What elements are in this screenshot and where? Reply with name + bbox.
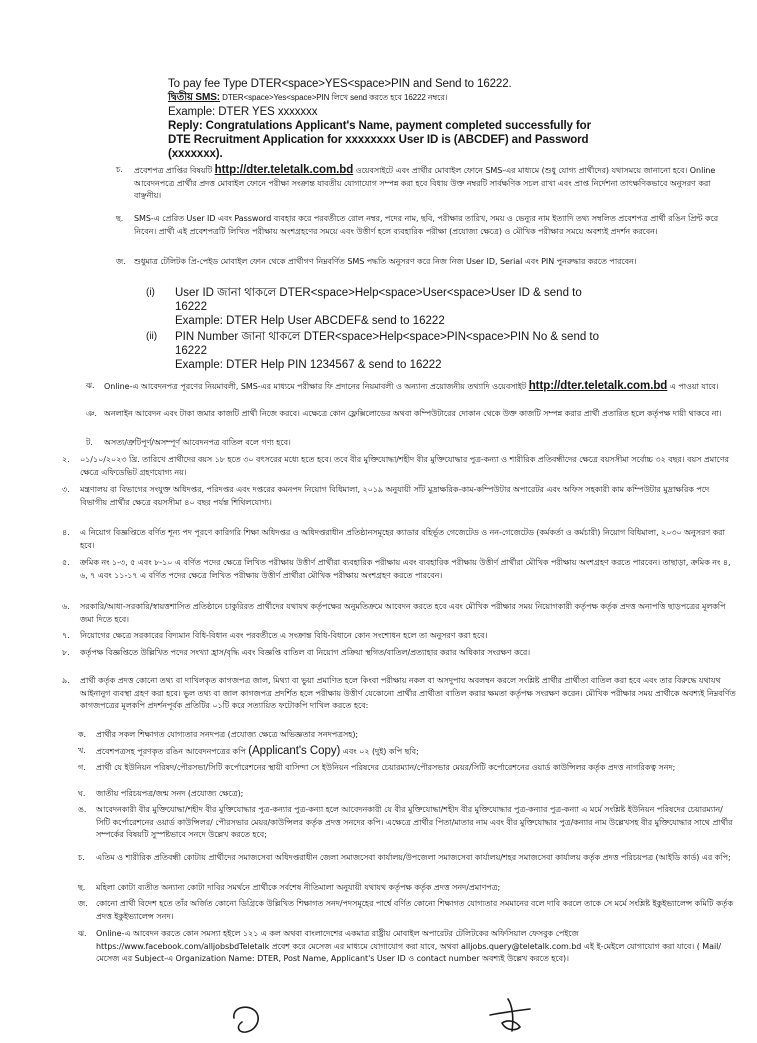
doc-text: প্রার্থী যে ইউনিয়ন পরিষদ/পৌরসভা/সিটি কর্পোরেশনের স্থায়ী বাসিন্দা সে ইউনিয়ন পরিষদের চেয়ারম্যান/পৌরসভার মেয়র/সিটি কর্পোরেশনের ওয়ার্ড কাউন্সিলর কর্তৃক প্রদত্ত নাগরিকত্ব সনদ; — [96, 763, 676, 772]
item-text-pre: প্রবেশপত্র প্রাপ্তির বিষয়টি — [134, 166, 215, 175]
clause-num: ৪. — [62, 528, 70, 537]
doc-text: আবেদনকারী বীর মুক্তিযোদ্ধা/শহীদ বীর মুক্তিযোদ্ধার পুত্র-কন্যার পুত্র-কন্যা হলে আবেদনকারী যে বীর মুক্তিযোদ্ধা/শহীদ বীর মুক্তিযোদ্ধার পুত্র-কন্যার পুত্র-কন্যা এ মর্মে সংশ্লিষ্ট ইউনিয়ন পরিষদের চেয়ারম্যান/সিটি কর্পোরেশনের ওয়ার্ড কাউন্সিলর/ পৌরসভার মেয়র/কাউন্সিলর কর্তৃক প্রদত্ত সনদের কপি। এক্ষেত্রে প্রার্থীর পিতা/মাতার নাম এবং বীর মুক্তিযোদ্ধার পুত্র/কন্যার নাম উল্লেখসহ বীর মুক্তিযোদ্ধার সাথে প্রার্থীর সম্পর্কের বিষয়টি সুস্পষ্টভাবে সনদে উল্লেখ করতে হবে; — [96, 805, 733, 840]
doc-label: ঙ. — [78, 805, 87, 814]
item-jha — [86, 380, 736, 394]
clause-9 — [62, 675, 736, 713]
helpline-note — [78, 928, 736, 966]
item-label: চ. — [116, 165, 123, 174]
doc-text: প্রার্থীর সকল শিক্ষাগত যোগ্যতার সনদপত্র (প্রযোজ্য ক্ষেত্রে অভিজ্ঞতার সনদপত্রসহ); — [96, 730, 359, 739]
clause-text: মন্ত্রণালয় বা বিভাগের সংযুক্ত অধিদপ্তর, পরিদপ্তর এবং দপ্তরের কমনপদ নিয়োগ বিধিমালা, ২০১৯ অনুযায়ী সাঁট মুদ্রাক্ষরিক-কাম-কম্পিউটার অপারেটর এবং অফিস সহকারী কাম কম্পিউটার মুদ্রাক্ষরিক পদে বিভাগীয় প্রার্থীর ক্ষেত্রে বয়সসীমা ৪০ বছর পর্যন্ত শিথিলযোগ্য। — [80, 485, 710, 507]
doc-label: ক. — [78, 730, 87, 739]
clause-text: নিয়োগের ক্ষেত্রে সরকারের বিদ্যমান বিধি-বিধান এবং পরবর্তীতে এ সংক্রান্ত বিধি-বিধানে কোন সংশোধন হলে তা অনুসরণ করা হবে। — [80, 631, 488, 640]
clause-7 — [62, 630, 736, 643]
item-text: অনলাইন আবেদন এবং টাকা জমার কাজটি প্রার্থী নিজে করবে। এক্ষেত্রে কোন ফ্লেক্সিলোডের অথবা কম্পিউটারের দোকান থেকে উক্ত কাজটি সম্পন্ন করার প্রার্থী প্রতারিত হলে কর্তৃপক্ষ দায়ী থাকবে না। — [104, 409, 722, 418]
doc-text: জাতীয় পরিচয়পত্র/জন্ম সনদ (প্রযোজ্য ক্ষেত্রে); — [96, 789, 244, 798]
recovery-cmd: User ID জানা থাকলে DTER<space>Help<space>User<space>User ID & send to — [175, 287, 582, 299]
item-label: ঝ. — [86, 381, 95, 390]
recovery-example: Example: DTER Help User ABCDEF& send to 16222 — [175, 315, 445, 327]
doc-label: চ. — [78, 853, 85, 862]
doc-ga — [78, 762, 736, 775]
clause-num: ৩. — [62, 485, 70, 494]
item-text-post: এ পাওয়া যাবে। — [667, 382, 719, 391]
recovery-num: (ii) — [146, 331, 158, 342]
recovery-num: (i) — [146, 287, 155, 298]
website-link[interactable]: http://dter.teletalk.com.bd — [528, 380, 668, 392]
applicant-copy-text: (Applicant's Copy) — [248, 745, 341, 757]
clause-text: ০১/১০/২০২৩ খ্রি. তারিখে প্রার্থীদের বয়স ১৮ হতে ৩০ বৎসরের মধ্যে হতে হবে। তবে বীর মুক্তিযোদ্ধা/শহীদ বীর মুক্তিযোদ্ধার পুত্র-কন্যা ও শারীরিক প্রতিবন্ধীদের ক্ষেত্রে বয়সসীমা সর্বোচ্চ ৩২ বছর। বয়স প্রমাণের ক্ষেত্রে এফিডেভিট গ্রহণযোগ্য নয়। — [80, 455, 729, 477]
reply-line-1: Reply: Congratulations Applicant's Name, payment completed successfully for — [168, 120, 591, 132]
clause-2 — [62, 454, 736, 479]
item-ta — [86, 437, 736, 450]
item-text: SMS-এ প্রেরিত User ID এবং Password ব্যবহার করে পরবর্তীতে রোল নম্বর, পদের নাম, ছবি, পরীক্ষার তারিখ, সময় ও ভেন্যুর নাম ইত্যাদি তথ্য সম্বলিত প্রবেশপত্র প্রার্থী রঙিন প্রিন্ট করে নিবেন। প্রার্থী এই প্রবেশপত্রটি লিখিত পরীক্ষায় অংশগ্রহণের সময়ে এবং উত্তীর্ণ হলে ব্যবহারিক পরীক্ষা (প্রযোজ্য ক্ষেত্রে) ও মৌখিক পরীক্ষার সময়ে অবশ্যই প্রদর্শন করবেন। — [134, 214, 719, 236]
doc-text-pre: প্রবেশপত্রসহ পূরণকৃত রঙিন আবেদনপত্রের কপি — [96, 747, 249, 756]
doc-label: খ. — [78, 746, 86, 755]
second-sms-text: DTER<space>Yes<space>PIN লিখে send করতে হবে 16222 নম্বরে। — [220, 93, 448, 102]
doc-cha — [78, 852, 736, 865]
clause-4 — [62, 527, 736, 552]
item-chha — [116, 213, 734, 238]
item-nya — [86, 408, 736, 421]
item-text: শুধুমাত্র টেলিটক প্রি-পেইড মোবাইল ফোন থেকে প্রার্থীগণ নিম্নবর্ণিত SMS পদ্ধতি অনুসরণ করে নিজ নিজ User ID, Serial এবং PIN পুনরুদ্ধার করতে পারবেন। — [134, 257, 637, 266]
clause-text: ক্রমিক নং ১-৩, ৫ এবং ৮-১০ এ বর্ণিত পদের ক্ষেত্রে লিখিত পরীক্ষায় উত্তীর্ণ প্রার্থীরা ব্যবহারিক পরীক্ষায় এবং ব্যবহারিক পরীক্ষায় উত্তীর্ণ প্রার্থীরা মৌখিক পরীক্ষায় অংশগ্রহণ করতে পারবেন। তাছাড়া, ক্রমিক নং ৪, ৬, ৭ এবং ১১-১৭ এ বর্ণিত পদের ক্ষেত্রে লিখিত পরীক্ষায় উত্তীর্ণ প্রার্থীরা মৌখিক পরীক্ষায় অংশগ্রহণ করতে পারবেন। — [80, 558, 731, 580]
helpline-text: Online-এ আবেদন করতে কোন সমস্যা হইলে ১২১ এ কল অথবা বাংলাদেশের একমাত্র রাষ্ট্রীয় মোবাইল অপারেটর টেলিটকের অফিসিয়াল ফেসবুক পেইজে https://www.facebook.com/alljobsbdTeletalk প্রবেশ করে মেসেজ এর মাধ্যমে যোগাযোগ করা যাবে, অথবা alljobs.query@teletalk.com.bd এই ই-মেইলে যোগাযোগ করা যাবে। ( Mail/মেসেজ এর Subject-এ Organization Name: DTER, Post Name, Applicant's User ID ও contact number অবশ্যই উল্লেখ করতে হবে)। — [96, 929, 721, 964]
item-label: ট. — [86, 438, 93, 447]
doc-text: মহিলা কোটা ব্যতীত অন্যান্য কোটা দাবির সমর্থনে প্রার্থীকে সর্বশেষ নীতিমালা অনুযায়ী যথাযথ কর্তৃপক্ষ কর্তৃক প্রদত্ত সনদ/প্রমাণপত্র; — [96, 883, 501, 892]
clause-num: ৮. — [62, 648, 70, 657]
item-label: ছ. — [116, 214, 124, 223]
doc-text: এতিম ও শারীরিক প্রতিবন্ধী কোটায় প্রার্থীদের সমাজসেবা অধিদপ্তরাধীন জেলা সমাজসেবা কার্যালয়/উপজেলা সমাজসেবা কার্যালয়/শহর সমাজসেবা কার্যালয় কর্তৃক প্রদত্ত পরিচয়পত্র (আইডি কার্ড) এর কপি; — [96, 853, 731, 862]
recovery-user-id — [146, 286, 715, 328]
item-text: অসত্য/ত্রুটিপূর্ণ/অসম্পূর্ণ আবেদনপত্র বাতিল বলে গণ্য হবে। — [104, 438, 291, 447]
item-text-pre: Online-এ আবেদনপত্র পূরণের নিয়মাবলী, SMS-এর মাধ্যমে পরীক্ষার ফি প্রদানের নিয়মাবলী ও অন্যান্য প্রয়োজনীয় তথ্যাদি ওয়েবসাইট — [104, 382, 529, 391]
example-line: Example: DTER YES xxxxxxx — [168, 106, 318, 118]
clause-5 — [62, 557, 736, 582]
clause-num: ৯. — [62, 676, 70, 685]
fee-instruction-line: To pay fee Type DTER<space>YES<space>PIN and Send to 16222. — [168, 78, 512, 90]
doc-label: ঘ. — [78, 789, 86, 798]
doc-label: জ. — [78, 899, 88, 908]
sms-instruction-block — [168, 77, 728, 161]
item-ja — [116, 256, 734, 269]
item-label: জ. — [116, 257, 126, 266]
second-sms-label: দ্বিতীয় SMS: — [168, 92, 221, 103]
doc-gha — [78, 788, 736, 801]
doc-kha — [78, 745, 736, 759]
reply-line-2: DTE Recruitment Application for xxxxxxxx User ID is (ABCDEF) and Password — [168, 134, 589, 146]
clause-num: ৭. — [62, 631, 70, 640]
doc-text: কোনো প্রার্থী বিদেশ হতে তাঁর অর্জিত কোনো ডিগ্রিকে উল্লিখিত শিক্ষাগত সনদ/পদসমূহের পার্শ্বে বর্ণিত কোনো শিক্ষাগত যোগ্যতার সমমানের বলে দাবি করলে তাকে সে মর্মে সংশ্লিষ্ট ইকুইভ্যালেন্স কমিটি কর্তৃক প্রদত্ত ইকুইভ্যালেন্স সনদ। — [96, 899, 733, 921]
doc-nga — [78, 804, 736, 842]
reply-line-3: (xxxxxxx). — [168, 148, 223, 160]
clause-8 — [62, 647, 736, 660]
clause-num: ৫. — [62, 558, 70, 567]
clause-6 — [62, 601, 736, 626]
recovery-pin — [146, 330, 715, 372]
clause-text: সরকারি/আধা-সরকারি/স্বায়ত্তশাসিত প্রতিষ্ঠানে চাকুরিরত প্রার্থীদের যথাযথ কর্তৃপক্ষের অনুমতিক্রমে আবেদন করতে হবে এবং মৌখিক পরীক্ষার সময় নিয়োগকারী কর্তৃপক্ষ কর্তৃক প্রদত্ত অনাপত্তি ছাড়পত্রের মূলকপি জমা দিতে হবে। — [80, 602, 726, 624]
recovery-example: Example: DTER Help PIN 1234567 & send to 16222 — [175, 359, 442, 371]
item-text: ওয়েবসাইটে এবং প্রার্থীর মোবাইল ফোনে SMS-এর মাধ্যমে (শুধু যোগ্য প্রার্থীদের) যথাসময়ে জানানো হবে। Online আবেদনপত্রে প্রার্থীর প্রদত্ত মোবাইল ফোনে পরীক্ষা সংক্রান্ত যাবতীয় যোগাযোগ সম্পন্ন করা হবে বিধায় উক্ত নম্বরটি সার্বক্ষণিক সচল রাখা এবং প্রাপ্ত নির্দেশনা তাৎক্ষণিকভাবে অনুসরণ করা বাঞ্ছনীয়। — [134, 166, 716, 201]
second-sms-line — [168, 91, 728, 105]
doc-ja — [78, 898, 736, 923]
website-link[interactable]: http://dter.teletalk.com.bd — [214, 164, 354, 176]
recovery-cmd-cont: 16222 — [175, 345, 207, 357]
initial-signature-left — [228, 1000, 268, 1038]
clause-text: কর্তৃপক্ষ বিজ্ঞপ্তিতে উল্লিখিত পদের সংখ্যা হ্রাস/বৃদ্ধি এবং বিজ্ঞপ্তি বাতিল বা নিয়োগ প্রক্রিয়া স্থগিত/বাতিল/প্রত্যাহার করার অধিকার সংরক্ষণ করে। — [80, 648, 531, 657]
doc-label: গ. — [78, 763, 86, 772]
doc-label: ছ. — [78, 883, 86, 892]
clause-num: ৬. — [62, 602, 70, 611]
recovery-cmd: PIN Number জানা থাকলে DTER<space>Help<space>PIN<space>PIN No & send to — [175, 331, 600, 343]
item-cha — [116, 164, 734, 203]
recovery-cmd-cont: 16222 — [175, 301, 207, 313]
item-label: ঞ. — [86, 409, 97, 418]
clause-num: ২. — [62, 455, 70, 464]
initial-signature-right — [486, 995, 536, 1037]
clause-text: প্রার্থী কর্তৃক প্রদত্ত কোনো তথ্য বা দাখিলকৃত কাগজপত্র জাল, মিথ্যা বা ভুয়া প্রমাণিত হলে কিংবা পরীক্ষায় নকল বা অসদুপায় অবলম্বন করলে সংশ্লিষ্ট প্রার্থীর প্রার্থীতা বাতিল করা হবে এবং তার বিরুদ্ধে যথাযথ আইনানুগ ব্যবস্থা গ্রহণ করা হবে। ভুল তথ্য বা জাল কাগজপত্র প্রদর্শিত হলে পরীক্ষায় উত্তীর্ণ যেকোনো প্রার্থীর প্রার্থীতা বাতিল করার ক্ষমতা কর্তৃপক্ষ সংরক্ষণ করেন। মৌখিক পরীক্ষার সময় প্রার্থীকে অবশ্যই নিম্নবর্ণিত কাগজপত্রের মূলকপি প্রদর্শনপূর্বক প্রতিটির ০১টি করে সত্যায়িত ফটোকপি দাখিল করতে হবে: — [80, 676, 736, 711]
clause-3 — [62, 484, 736, 509]
doc-chha — [78, 882, 736, 895]
doc-text-post: এবং ০২ (দুই) কপি ছবি; — [340, 747, 419, 756]
doc-ka — [78, 729, 736, 742]
clause-text: এ নিয়োগ বিজ্ঞপ্তিতে বর্ণিত শূন্য পদ পূরণে কারিগরি শিক্ষা অধিদপ্তর ও অধিদপ্তরাধীন প্রতিষ্ঠানসমূহের ক্যাডার বহির্ভূত গেজেটেড ও নন-গেজেটেড (কর্মকর্তা ও কর্মচারী) নিয়োগ বিধিমালা, ২০৩০ অনুসরণ করা হবে। — [80, 528, 725, 550]
doc-label: ঝ. — [78, 929, 87, 938]
